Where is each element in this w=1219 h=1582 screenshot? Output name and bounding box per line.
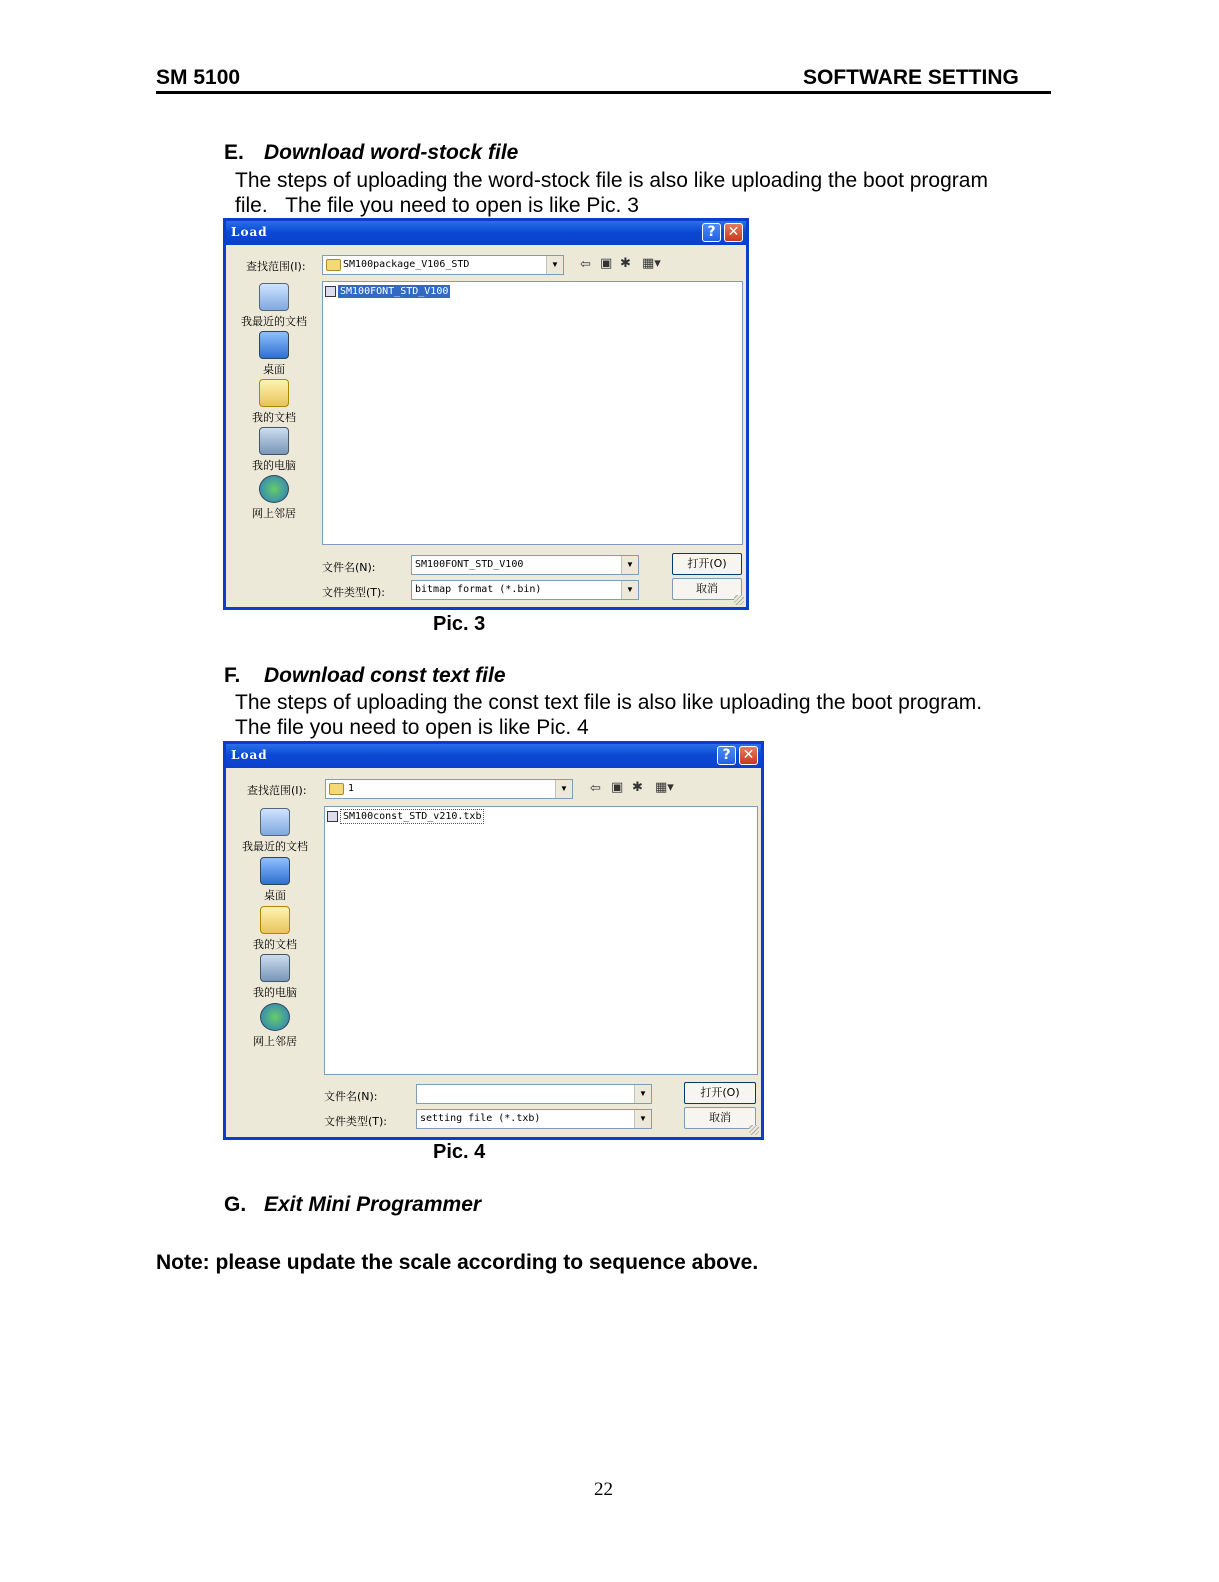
file-list[interactable] (322, 281, 743, 545)
place-label: 桌面 (263, 363, 285, 376)
dialog-title: Load (231, 225, 268, 239)
place-recent[interactable] (234, 283, 314, 329)
desktop-icon (260, 857, 290, 885)
section-f-line2: The file you need to open is like Pic. 4 (235, 716, 589, 739)
close-icon[interactable]: ✕ (739, 746, 758, 765)
my-computer-icon (260, 954, 290, 982)
my-documents-icon (259, 379, 289, 407)
lookin-value: 1 (348, 783, 355, 794)
place-label: 我的文档 (253, 938, 297, 951)
filename-label: 文件名(N): (322, 561, 376, 574)
recent-documents-icon (260, 808, 290, 836)
filetype-select[interactable] (416, 1109, 652, 1129)
open-button[interactable]: 打开(O) (684, 1082, 756, 1104)
place-label: 我的电脑 (253, 986, 297, 999)
view-menu-icon[interactable]: ▦▾ (655, 780, 674, 795)
section-f-heading (224, 664, 506, 688)
lookin-label: 查找范围(I): (247, 784, 307, 797)
file-icon (325, 286, 336, 297)
dialog-title: Load (231, 748, 268, 762)
chevron-down-icon[interactable]: ▼ (546, 256, 563, 274)
place-recent[interactable] (235, 808, 315, 854)
section-f-title: Download const text file (264, 664, 506, 687)
lookin-value: SM100package_V106_STD (343, 259, 470, 270)
dialog-titlebar (226, 744, 761, 768)
chevron-down-icon[interactable]: ▼ (634, 1085, 651, 1103)
place-my-computer[interactable] (235, 954, 315, 1000)
header-rule (156, 91, 1051, 94)
filetype-value: bitmap format (*.bin) (415, 584, 542, 595)
filetype-select[interactable] (411, 580, 639, 600)
filename-value: SM100FONT_STD_V100 (415, 559, 524, 570)
open-button[interactable]: 打开(O) (672, 553, 742, 575)
lookin-combo[interactable] (322, 255, 564, 275)
resize-grip[interactable] (749, 1125, 759, 1135)
cancel-button[interactable]: 取消 (684, 1107, 756, 1129)
header-left: SM 5100 (156, 66, 241, 89)
back-icon[interactable]: ⇦ (590, 781, 601, 796)
folder-icon (326, 259, 341, 271)
place-label: 我的文档 (252, 411, 296, 424)
place-label: 桌面 (264, 889, 286, 902)
help-icon[interactable]: ? (702, 223, 721, 242)
back-icon[interactable]: ⇦ (580, 257, 591, 272)
place-label: 我最近的文档 (241, 315, 307, 328)
desktop-icon (259, 331, 289, 359)
place-desktop[interactable] (235, 857, 315, 903)
place-label: 网上邻居 (252, 507, 296, 520)
dialog-titlebar (226, 221, 746, 245)
section-e-letter: E. (224, 141, 244, 164)
new-folder-icon[interactable]: ✱ (620, 256, 631, 271)
place-label: 网上邻居 (253, 1035, 297, 1048)
chevron-down-icon[interactable]: ▼ (555, 780, 572, 798)
section-e-line2: file. The file you need to open is like Pic. 3 (235, 194, 639, 217)
network-icon (260, 1003, 290, 1031)
my-computer-icon (259, 427, 289, 455)
filetype-label: 文件类型(T): (322, 586, 386, 599)
close-icon[interactable]: ✕ (724, 223, 743, 242)
up-folder-icon[interactable]: ▣ (600, 256, 613, 271)
file-icon (327, 811, 338, 822)
filename-label: 文件名(N): (324, 1090, 378, 1103)
section-f-letter: F. (224, 664, 241, 687)
note-text: Note: please update the scale according to sequence above. (156, 1251, 759, 1274)
view-menu-icon[interactable]: ▦▾ (642, 256, 661, 271)
lookin-label: 查找范围(I): (246, 260, 306, 273)
filename-field[interactable] (416, 1084, 652, 1104)
list-item[interactable] (325, 284, 450, 299)
load-dialog-pic3 (223, 218, 749, 610)
place-my-computer[interactable] (234, 427, 314, 473)
filetype-value: setting file (*.txb) (420, 1113, 541, 1124)
folder-icon (329, 783, 344, 795)
place-label: 我的电脑 (252, 459, 296, 472)
caption-pic4: Pic. 4 (433, 1141, 486, 1163)
section-e-title: Download word-stock file (264, 141, 519, 164)
file-list[interactable] (324, 806, 758, 1075)
cancel-button[interactable]: 取消 (672, 578, 742, 600)
header-right: SOFTWARE SETTING (803, 66, 1019, 89)
place-my-documents[interactable] (234, 379, 314, 425)
file-name: SM100FONT_STD_V100 (340, 286, 449, 297)
section-g-title: Exit Mini Programmer (264, 1193, 482, 1216)
place-my-documents[interactable] (235, 906, 315, 952)
section-g-letter: G. (224, 1193, 247, 1216)
list-item[interactable] (327, 809, 484, 824)
file-name: SM100const_STD_v210.txb (340, 809, 484, 824)
chevron-down-icon[interactable]: ▼ (621, 556, 638, 574)
section-e-heading (224, 141, 518, 165)
load-dialog-pic4 (223, 741, 764, 1140)
up-folder-icon[interactable]: ▣ (611, 780, 624, 795)
place-label: 我最近的文档 (242, 840, 308, 853)
page-number: 22 (594, 1479, 613, 1500)
filetype-label: 文件类型(T): (324, 1115, 388, 1128)
filename-field[interactable] (411, 555, 639, 575)
new-folder-icon[interactable]: ✱ (632, 780, 643, 795)
caption-pic3: Pic. 3 (433, 613, 486, 635)
chevron-down-icon[interactable]: ▼ (621, 581, 638, 599)
my-documents-icon (260, 906, 290, 934)
network-icon (259, 475, 289, 503)
section-f-line1: The steps of uploading the const text file is also like uploading the boot program. (235, 691, 983, 714)
section-g-heading (224, 1193, 481, 1217)
recent-documents-icon (259, 283, 289, 311)
section-e-line1: The steps of uploading the word-stock file is also like uploading the boot program (235, 169, 988, 192)
help-icon[interactable]: ? (717, 746, 736, 765)
chevron-down-icon[interactable]: ▼ (634, 1110, 651, 1128)
place-network[interactable] (234, 475, 314, 521)
resize-grip[interactable] (734, 595, 744, 605)
lookin-combo[interactable] (325, 779, 573, 799)
place-network[interactable] (235, 1003, 315, 1049)
place-desktop[interactable] (234, 331, 314, 377)
